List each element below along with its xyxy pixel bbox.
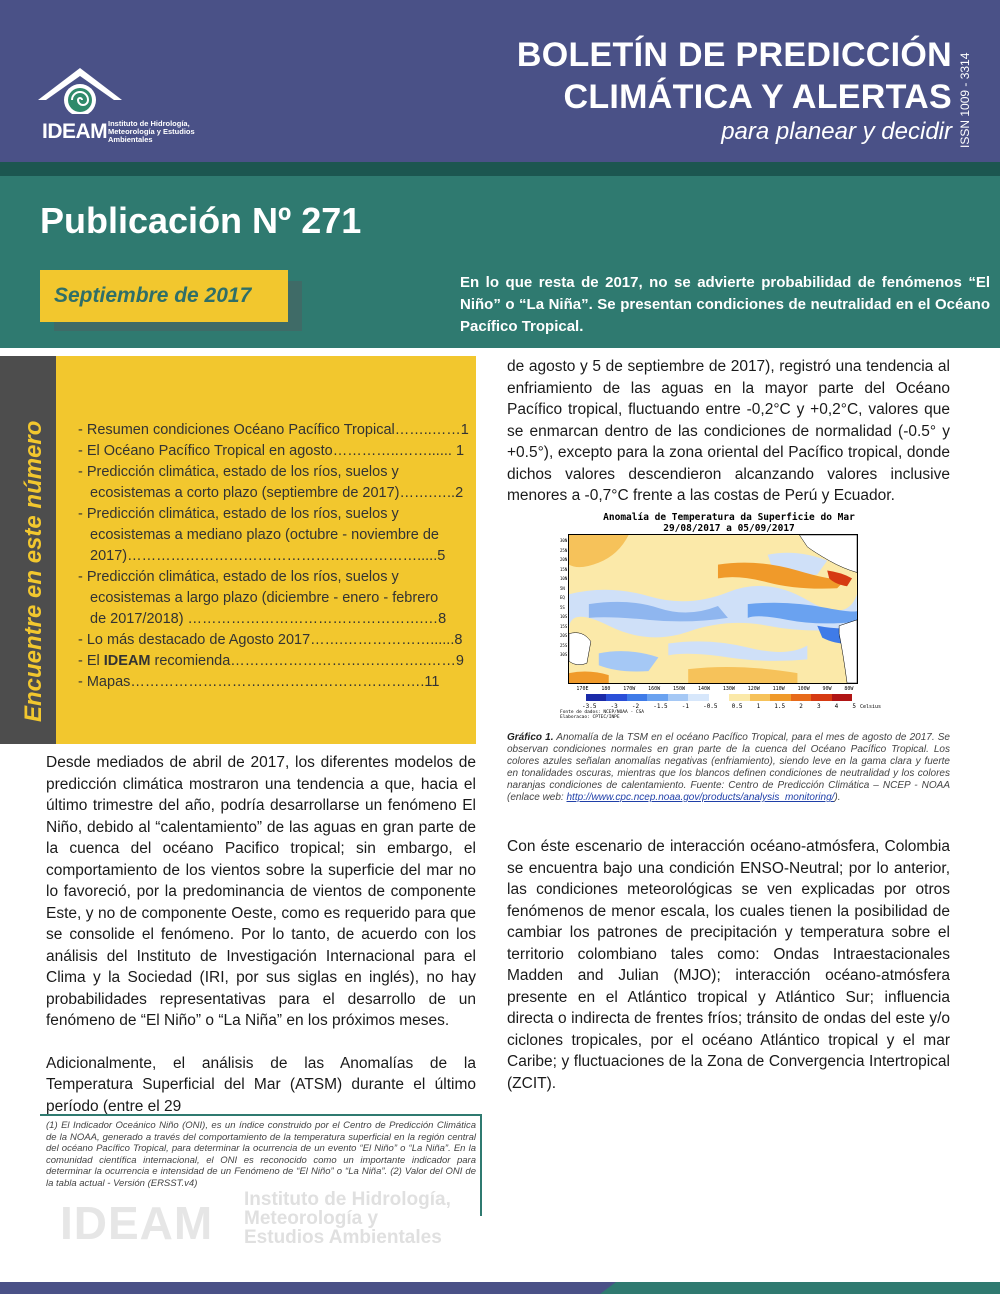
lat-label: 20N (560, 557, 568, 562)
index-item[interactable]: ecosistemas a corto plazo (septiembre de 2017)…….…..2 (90, 485, 464, 501)
index-side-label: Encuentre en este número (20, 420, 47, 722)
scale-swatch (709, 694, 729, 701)
scale-swatch (832, 694, 852, 701)
index-item[interactable]: - Mapas…………………………………………………….11 (78, 674, 440, 690)
index-item-ideam: IDEAM (103, 653, 151, 669)
scale-tick: 5 (852, 703, 856, 710)
lat-label: 5N (560, 585, 565, 591)
index-item[interactable]: de 2017/2018) ………………………………………….…8 (90, 611, 447, 627)
scale-tick: -3 (610, 703, 618, 710)
body-paragraph: Con éste escenario de interacción océano-atmósfera, Colombia se encuentra bajo una condición ENSO-Neutral; por lo anterior, las condiciones meteorológicas se ven explicadas por otros fenómenos de menor escala, los cuales tienen la posibilidad de cambiar los patrones de precipitación y temperatura sobre el territorio colombiano tales como: Ondas Intraestacionales Madden and Julian (MJO); interacción océano-atmósfera presente en el Atlántico tropical y Atlántico Sur; influencia directa o indirecta de frentes fríos; tránsito de ondas del este y/o ciclones tropicales, por el océano Atlántico tropical y el mar Caribe; y fluctuaciones de la Zona de Convergencia Intertropical (ZCIT). (507, 838, 950, 1092)
scale-swatch (688, 694, 708, 701)
bulletin-title-line2: CLIMÁTICA Y ALERTAS (563, 78, 952, 116)
index-item-prefix: - El (78, 653, 104, 669)
scale-swatch (586, 694, 606, 701)
sst-anomaly-map (568, 534, 858, 684)
lat-label: 30S (560, 652, 568, 657)
index-item[interactable]: ecosistemas a largo plazo (diciembre - enero - febrero (90, 590, 439, 606)
index-item[interactable]: - El Océano Pacífico Tropical en agosto…………..……...... 1 (78, 443, 465, 459)
index-item[interactable]: - Lo más destacado de Agosto 2017…….………………......8 (78, 632, 463, 648)
watermark-line: Meteorología y (244, 1208, 379, 1229)
body-right-bottom (507, 836, 950, 1115)
lon-label: 180 (601, 686, 611, 692)
scale-swatch (791, 694, 811, 701)
scale-tick: -3.5 (582, 703, 597, 710)
scale-tick: 0.5 (731, 703, 743, 710)
sst-anomaly-figure (560, 512, 950, 720)
logo-wordmark: IDEAM (42, 120, 108, 143)
footer-bar-teal (600, 1282, 1000, 1294)
lon-label: 80W (844, 686, 854, 692)
lat-label: 10S (560, 614, 568, 619)
watermark-ideam: IDEAM (60, 1197, 214, 1249)
scale-swatch (811, 694, 831, 701)
publication-date: Septiembre de 2017 (54, 284, 252, 307)
scale-swatch (606, 694, 626, 701)
scale-tick: 3 (816, 703, 821, 710)
header-banner (0, 0, 1000, 162)
lat-label: 15N (560, 566, 568, 572)
figure-units: Celsius (860, 704, 882, 710)
lat-label: 25N (560, 547, 568, 553)
lat-label: 15S (560, 623, 568, 629)
index-item[interactable]: - Predicción climática, estado de los ríos, suelos y (78, 569, 399, 585)
date-badge (40, 270, 288, 322)
scale-swatch (647, 694, 667, 701)
watermark-institute (244, 1190, 451, 1247)
caption-text: Anomalía de la TSM en el océano Pacífico Tropical, para el mes de agosto de 2017. Se observan condiciones normales en gran parte de la cuenca del Océano Pacífico Tropical. Los colores azules señalan anomalías negativas (enfriamiento), siendo leve en la gama clara y fuerte en tonalidades oscuras, mientras que los blancos definen condiciones de neutralidad y los colores naranjas condiciones de calentamiento. Fuente: Centro de Predicción Climática – NCEP - NOAA (enlace web: (507, 732, 950, 803)
footnote-rule (40, 1114, 480, 1116)
index-item-suffix: recomienda…………………………………..……9 (150, 653, 464, 669)
scale-swatch (750, 694, 770, 701)
lat-label: 30N (560, 538, 568, 543)
figure-color-scale (586, 694, 852, 701)
caption-label: Gráfico 1. (507, 732, 554, 743)
lon-label: 120W (747, 686, 760, 692)
figure-scale-ticks (582, 703, 856, 710)
issn-label: ISSN 1009 - 3314 (958, 52, 972, 148)
figure-caption (507, 732, 950, 804)
scale-tick: -1 (681, 703, 689, 710)
lon-label: 160W (648, 686, 661, 692)
lon-label: 130W (722, 686, 735, 692)
ideam-logo (34, 66, 214, 150)
lat-label: 5S (560, 604, 565, 610)
footnote: (1) El Indicador Oceánico Niño (ONI), es un índice construido por el Centro de Predicción Climática de la NOAA, generado a través del comportamiento de la temperatura superficial en la región central del océano Pacífico Tropical, para determinar la ocurrencia de un evento “El Niño” o “La Niña”. En la comunidad científica internacional, el ONI es reconocido como un importante indicador para determinar la ocurrencia e intensidad de un Fenómeno de “El Niño” o “La Niña”. (2) Valor del ONI de la tabla actual - Versión (ERSST.v4) (46, 1120, 476, 1189)
index-item[interactable]: ecosistemas a mediano plazo (octubre - noviembre de (90, 527, 439, 543)
lon-label: 150W (673, 686, 686, 692)
lead-summary: En lo que resta de 2017, no se advierte probabilidad de fenómenos “El Niño” o “La Niña”. Se presentan condiciones de neutralidad en el Océano Pacífico Tropical. (460, 274, 990, 335)
lon-label: 90W (822, 686, 832, 692)
scale-tick: -1.5 (653, 703, 668, 710)
scale-tick: -2 (631, 703, 640, 710)
publication-number: Publicación Nº 271 (40, 200, 362, 241)
figure-source (560, 710, 644, 720)
scale-tick: 4 (834, 703, 839, 710)
bulletin-subtitle: para planear y decidir (721, 118, 952, 145)
lon-label: 110W (772, 686, 785, 692)
lat-label: 20S (560, 633, 568, 638)
logo-institute-name: Instituto de Hidrología, Meteorología y Estudios Ambientales (108, 119, 195, 144)
lon-label: 170E (576, 686, 589, 692)
figure-source-line2: Elaboracao: CPTEC/INPE (560, 715, 620, 720)
band-stripe (0, 162, 1000, 176)
watermark-line: Instituto de Hidrología, (244, 1189, 451, 1210)
logo-house-icon (34, 66, 126, 122)
figure-source-line1: Fonte de dados: NCEP/NOAA - CSA (560, 710, 644, 715)
scale-swatch (668, 694, 688, 701)
footnote-rule-vertical (480, 1114, 482, 1216)
lat-label: 25S (560, 642, 568, 648)
body-paragraph: Desde mediados de abril de 2017, los diferentes modelos de predicción climática mostraron una tendencia a que, hacia el último trimestre del año, podría desarrollarse un fenómeno El Niño, debido al “calentamiento” de las aguas en gran parte de la cuenca del océano Pacifico tropical; sin embargo, el comportamiento de los vientos sobre la superficie del mar no lo favoreció, por la predominancia de vientos de componente Este, y no de componente Oeste, como es requerido para que se consolide el fenómeno. Por lo tanto, de acuerdo con los análisis del Instituto de Investigación Internacional para el Clima y la Sociedad (IRI, por sus siglas en inglés), no hay probabilidades representativas para el desarrollo de un fenómeno de “El Niño” o “La Niña” en los próximos meses. (46, 754, 476, 1029)
caption-end: ). (834, 792, 841, 803)
scale-tick: -0.5 (703, 703, 718, 710)
scale-tick: 1.5 (774, 703, 786, 710)
body-right-top (507, 356, 950, 528)
body-left (46, 752, 476, 1138)
scale-swatch (627, 694, 647, 701)
figure-title (560, 512, 898, 534)
lat-label: 10N (560, 576, 568, 581)
figure-title-line1: Anomalía de Temperatura da Superficie do Mar (603, 512, 855, 523)
index-item[interactable] (78, 651, 462, 672)
body-paragraph: de agosto y 5 de septiembre de 2017), registró una tendencia al enfriamiento de las aguas en la mayor parte del Océano Pacífico tropical, fluctuando entre -0,2°C y +0,2°C, valores que se enmarcan dentro de las condiciones de normalidad (-0.5° y +0.5°), excepto para la zona oriental del Pacífico tropical, donde dichos valores descendieron alcanzando valores inclusive menores a -0,7°C frente a las costas de Perú y Ecuador. (507, 358, 950, 504)
figure-lon-labels (570, 686, 860, 692)
lat-label: EQ (560, 595, 565, 600)
index-item[interactable]: - Predicción climática, estado de los ríos, suelos y (78, 506, 399, 522)
scale-tick: 2 (799, 703, 803, 710)
index-item[interactable]: - Resumen condiciones Océano Pacífico Tropical……..……1 (78, 422, 469, 438)
bulletin-title-line1: BOLETÍN DE PREDICCIÓN (516, 36, 952, 74)
watermark-line: Estudios Ambientales (244, 1227, 442, 1248)
lon-label: 100W (797, 686, 810, 692)
index-item[interactable]: 2017)…………………………………………………….....5 (90, 548, 446, 564)
lon-label: 140W (697, 686, 710, 692)
figure-title-line2: 29/08/2017 a 05/09/2017 (663, 523, 795, 534)
index-list (78, 420, 469, 693)
index-item[interactable]: - Predicción climática, estado de los ríos, suelos y (78, 464, 399, 480)
scale-swatch (729, 694, 749, 701)
caption-link[interactable]: http://www.cpc.ncep.noaa.gov/products/analysis_monitoring/ (566, 792, 835, 803)
scale-tick: 1 (756, 703, 761, 710)
scale-swatch (770, 694, 790, 701)
lon-label: 170W (623, 686, 636, 692)
body-paragraph: Adicionalmente, el análisis de las Anomalías de la Temperatura Superficial del Mar (ATSM) durante el último período (entre el 29 (46, 1054, 476, 1115)
